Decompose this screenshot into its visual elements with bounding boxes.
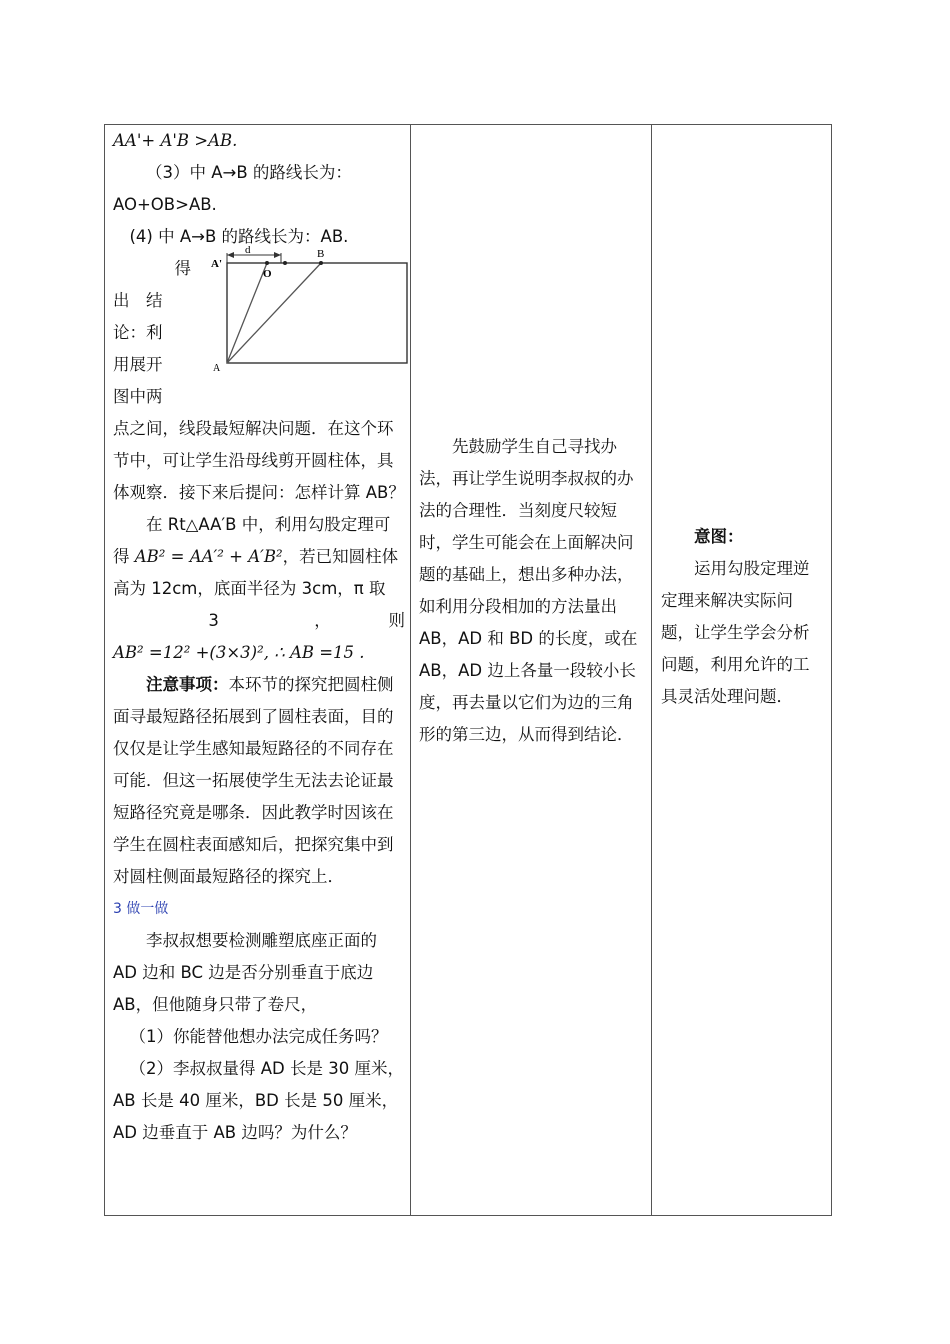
then-word: ， 则	[314, 611, 405, 630]
teacher-guidance-column	[419, 431, 645, 751]
intent-text: 运用勾股定理逆定理来解决实际问题，让学生学会分析问题，利用允许的工具灵活处理问题．	[661, 559, 810, 706]
inequality-line: AA'+ A'B >AB.	[113, 131, 238, 150]
pi-line	[113, 605, 405, 637]
path-3-text: （3）中 A→B 的路线长为：	[146, 163, 352, 182]
question-2: （2）李叔叔量得 AD 长是 30 厘米，AB 长是 40 厘米，BD 长是 50 厘米，AD 边垂直于 AB 边吗？为什么？	[113, 1059, 404, 1142]
label-o: O	[263, 268, 272, 280]
label-a-prime: A'	[211, 258, 222, 270]
path-3-result: AO+OB>AB.	[113, 195, 217, 214]
intent-column	[661, 521, 825, 713]
side-line: 出 结	[113, 291, 163, 310]
column-divider-2	[651, 125, 652, 1215]
unfold-figure-row	[113, 245, 405, 383]
guidance-text: 先鼓励学生自己寻找办法，再让学生说明李叔叔的办法的合理性．当刻度尺较短时，学生可能会在上面解决问题的基础上，想出多种办法，如利用分段相加的方法量出 AB，AD 和 BD 的长度，或在 AB，AD 边上各量一段较小长度，再去量以它们为边的三角形的第三边，从而得到结论．	[419, 437, 638, 744]
label-d: d	[245, 245, 251, 256]
cylinder-unfold-diagram	[209, 245, 409, 375]
result-formula: AB² =12² +(3×3)², ∴ AB =15 .	[113, 643, 365, 662]
conclusion-side-text	[113, 253, 191, 381]
lesson-table	[104, 124, 832, 1216]
question-1: （1）你能替他想办法完成任务吗？	[129, 1027, 388, 1046]
side-line: 图中两	[113, 387, 163, 406]
calculation-paragraph	[113, 509, 405, 605]
note-label: 注意事项：	[146, 675, 229, 694]
side-line: 用展开	[113, 355, 163, 374]
activity-column	[113, 125, 405, 1149]
task-text: 李叔叔想要检测雕塑底座正面的 AD 边和 BC 边是否分别垂直于底边 AB，但他随身只带了卷尺，	[113, 931, 377, 1014]
pythagorean-formula: AB² = AA′² + A′B²	[134, 547, 283, 566]
label-a: A	[213, 363, 221, 374]
note-text: 本环节的探究把圆柱侧面寻最短路径拓展到了圆柱表面，目的仅仅是让学生感知最短路径的不同存在可能．但这一拓展使学生无法去论证最短路径究竟是哪条．因此教学时因该在学生在圆柱表面感知后，把探究集中到对圆柱侧面最短路径的探究上．	[113, 675, 394, 886]
section-heading: 3 做一做	[113, 901, 169, 917]
calc-intro: 在 Rt△AA′B 中，利用勾股定理可得	[113, 515, 391, 566]
calc-given: ，若已知圆柱体高为 12cm，底面半径为 3cm，π 取	[113, 547, 399, 598]
intent-label: 意图：	[694, 527, 744, 546]
conclusion-text: 点之间，线段最短解决问题．在这个环节中，可让学生沿母线剪开圆柱体，具体观察．接下来后提问：怎样计算 AB？	[113, 419, 405, 502]
path-4-text: (4) 中 A→B 的路线长为：AB.	[129, 227, 349, 246]
side-line: 论：利	[113, 323, 163, 342]
pi-value: 3	[208, 611, 219, 630]
note-paragraph	[113, 669, 405, 893]
column-divider-1	[410, 125, 411, 1215]
side-line: 得	[174, 259, 191, 278]
label-b: B	[317, 248, 325, 260]
